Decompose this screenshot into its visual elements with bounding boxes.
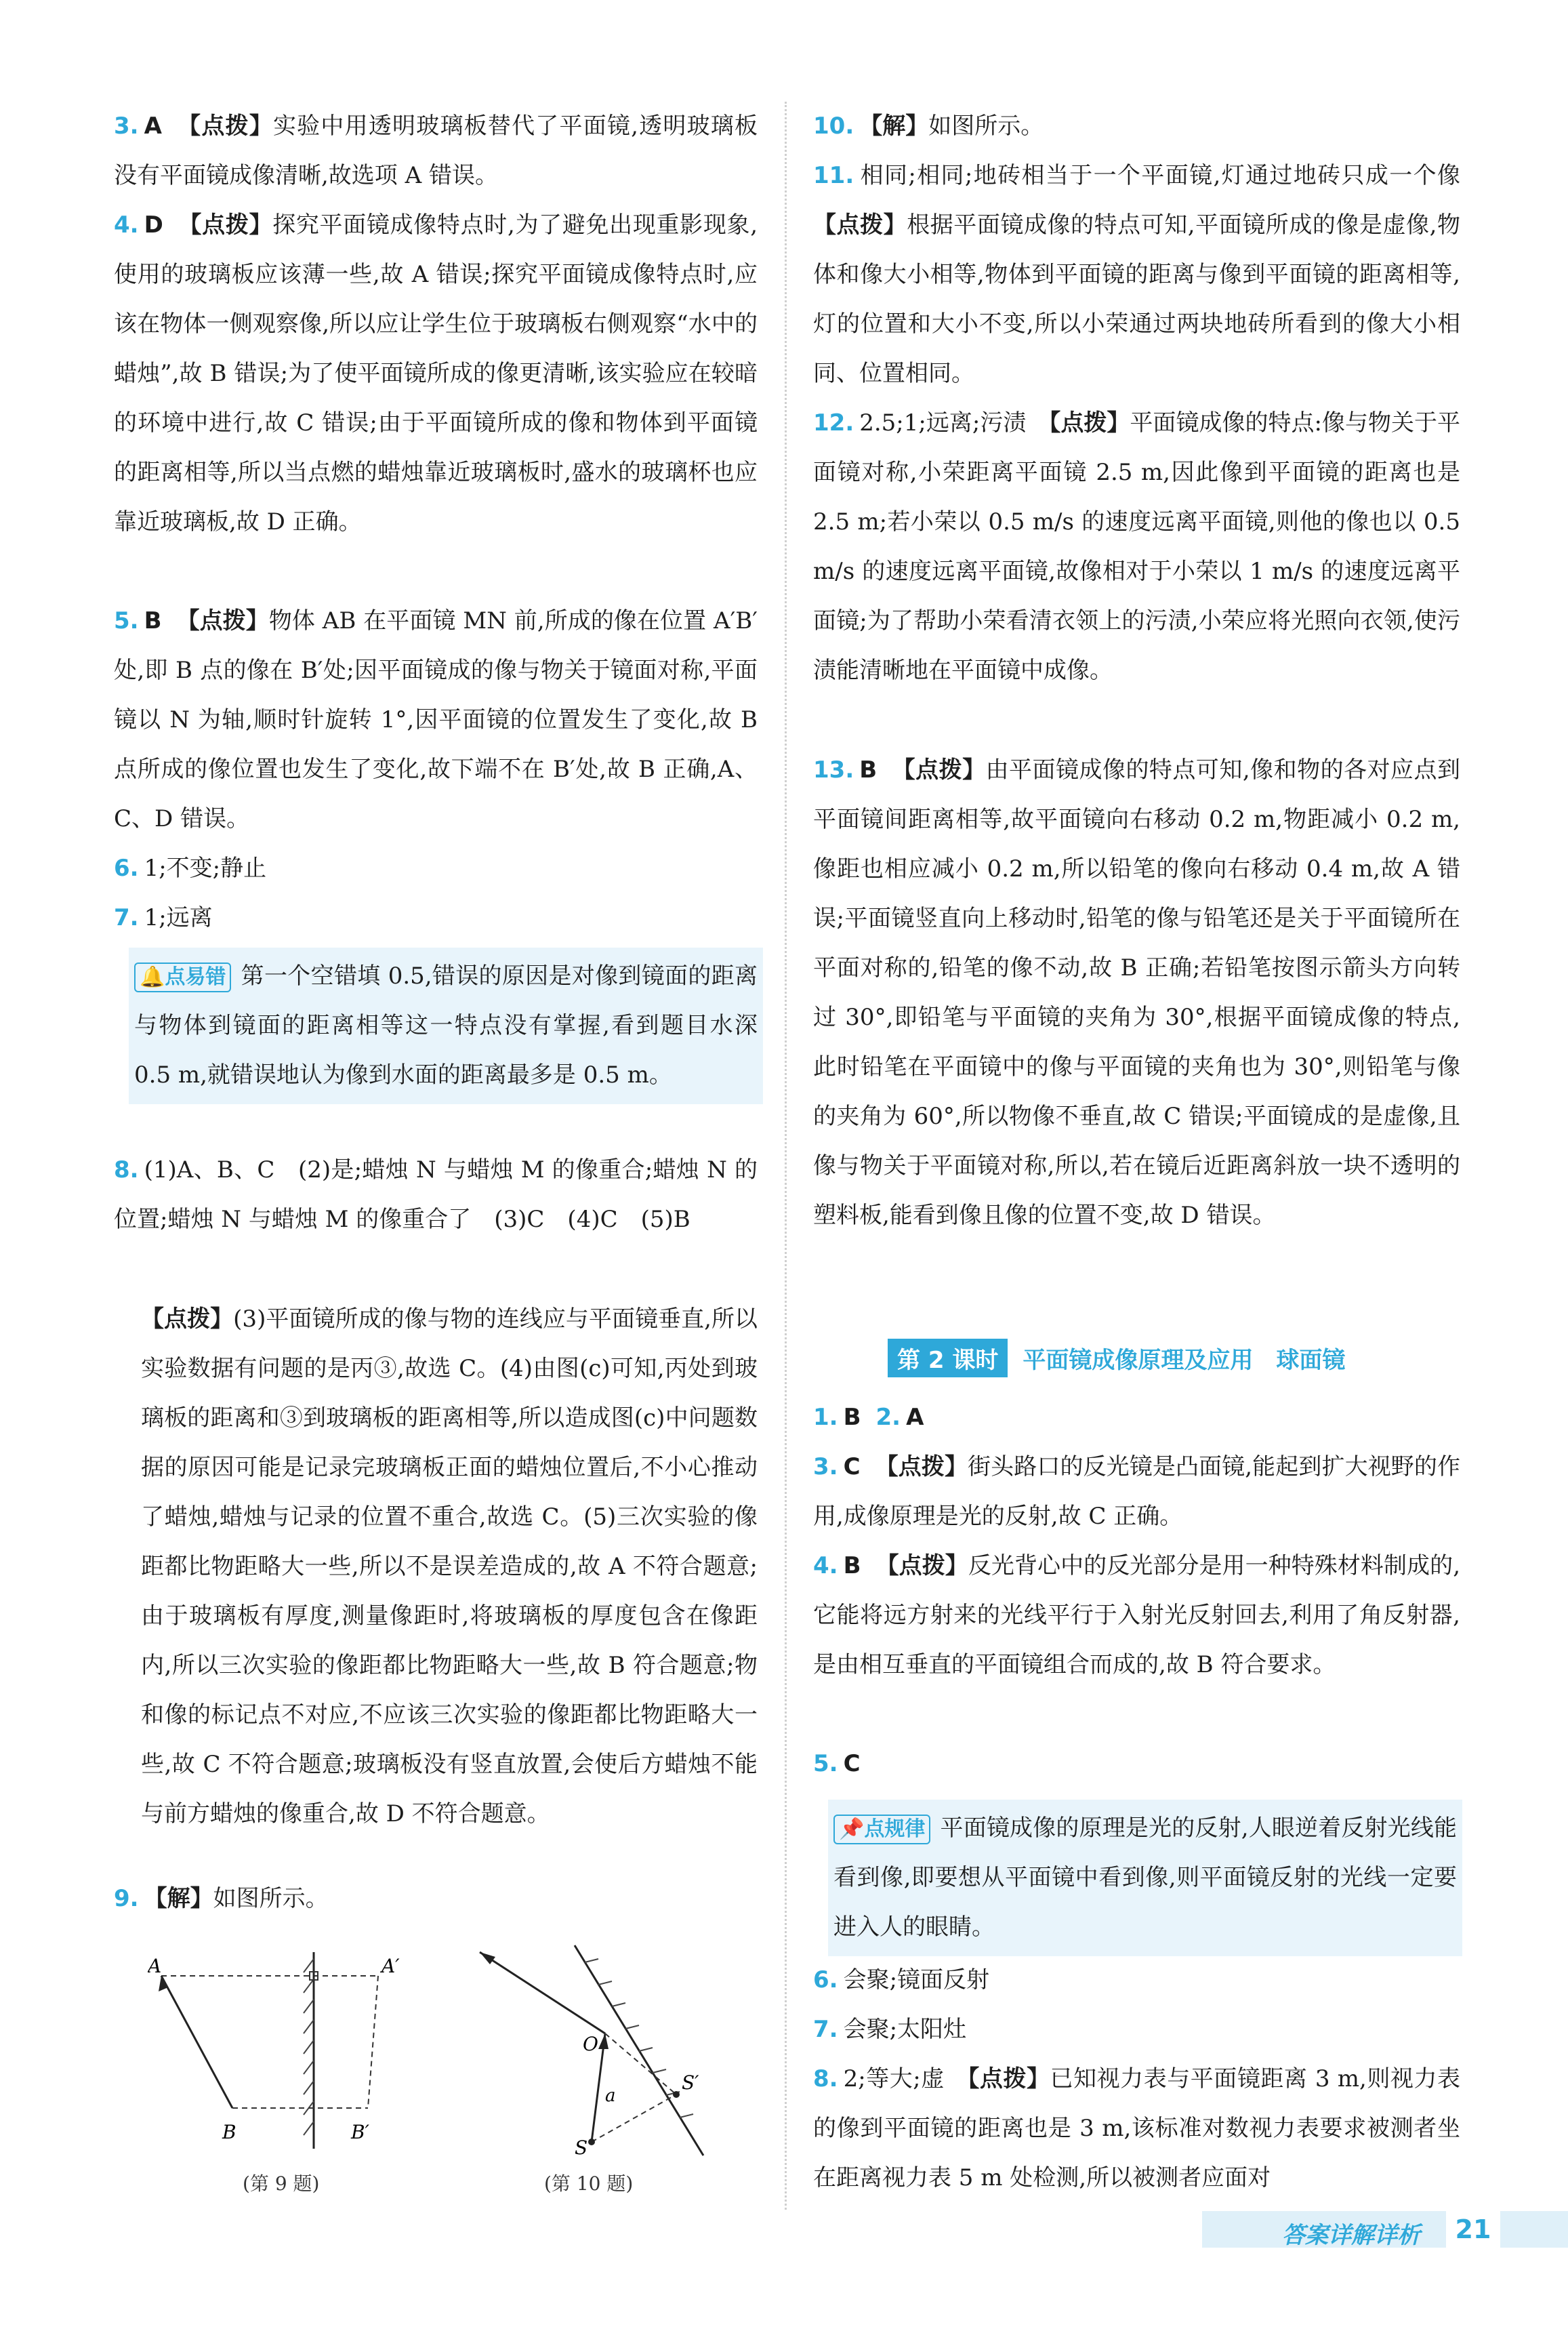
- question-number: 4.: [114, 211, 139, 239]
- answer-choice: B: [144, 607, 162, 634]
- fig10-point-s-prime: [673, 2091, 680, 2098]
- pin-icon: 📌: [839, 1817, 865, 1841]
- answer-choice: C: [843, 1750, 861, 1777]
- answer-7-lesson2: [813, 2005, 1460, 2054]
- error-note-text: 第一个空错填 0.5,错误的原因是对像到镜面的距离与物体到镜面的距离相等这一特点没有掌握,看到题目水深 0.5 m,就错误地认为像到水面的距离最多是 0.5 m。: [134, 963, 758, 1089]
- question-number: 5.: [114, 607, 139, 634]
- question-number: 7.: [813, 2016, 838, 2043]
- question-number: 12.: [813, 409, 854, 437]
- answer-text: (1)A、B、C (2)是;蜡烛 N 与蜡烛 M 的像重合;蜡烛 N 的位置;蜡烛 N 与蜡烛 M 的像重合了 (3)C (4)C (5)B: [114, 1156, 758, 1233]
- answer-10: [813, 102, 1460, 151]
- fig9-label-a: A: [148, 1955, 162, 1977]
- question-number: 5.: [813, 1750, 838, 1777]
- answer-4: [114, 201, 758, 547]
- fig9-object-ab: [161, 1976, 232, 2108]
- fig10-point-s: [588, 2139, 595, 2145]
- answer-text: 会聚;太阳灶: [843, 2016, 967, 2043]
- question-number: 1.: [813, 1404, 838, 1431]
- page-footer: [1202, 2211, 1568, 2248]
- question-number: 4.: [813, 1552, 838, 1579]
- fig9-label-b-prime: B′: [351, 2121, 369, 2143]
- fig9-image-ab: [368, 1976, 378, 2108]
- fig9-label-a-prime: A′: [381, 1955, 400, 1977]
- hint-tag: 【点拨】: [892, 756, 986, 784]
- question-number: 13.: [813, 756, 854, 784]
- fig10-label-o: O: [583, 2033, 598, 2055]
- figure-10-diagram: [473, 1939, 758, 2162]
- answer-choice: B: [859, 756, 878, 784]
- answer-text: 物体 AB 在平面镜 MN 前,所成的像在位置 A′B′处,即 B 点的像在 B′处;因平面镜成的像与物关于镜面对称,平面镜以 N 为轴,顺时针旋转 1°,因平面镜的位置发生了变化,故 B 点所成的像位置也发生了变化,故下端不在 B′处,故 B 正确,A、C、D 错误。: [114, 607, 758, 832]
- answer-detail: 根据平面镜成像的特点可知,平面镜所成的像是虚像,物体和像大小相等,物体到平面镜的距离与像到平面镜的距离相等,灯的位置和大小不变,所以小荣通过两块地砖所看到的像大小相同、位置相同。: [813, 211, 1460, 387]
- fig9-label-b: B: [222, 2121, 236, 2143]
- answer-3-lesson2: [813, 1442, 1460, 1541]
- figure-9-diagram: [148, 1939, 466, 2162]
- answer-text: 会聚;镜面反射: [843, 1966, 990, 1993]
- hint-tag: 【点拨】: [176, 113, 273, 140]
- question-number: 3.: [114, 113, 139, 140]
- answer-8-detail: [141, 1295, 758, 1839]
- bell-icon: 🔔: [140, 965, 165, 989]
- figure-9-caption: (第 9 题): [243, 2172, 320, 2195]
- answer-11: [813, 151, 1483, 399]
- lesson-header: [888, 1339, 1345, 1377]
- fig10-label-s-prime: S′: [682, 2071, 699, 2094]
- rule-note-label: 📌点规律: [833, 1815, 930, 1844]
- answer-text: 实验中用透明玻璃板替代了平面镜,透明玻璃板没有平面镜成像清晰,故选项 A 错误。: [114, 113, 758, 189]
- question-number: 6.: [813, 1966, 838, 1993]
- question-number: 8.: [813, 2065, 838, 2092]
- lesson-badge: 第 2 课时: [888, 1339, 1008, 1377]
- answer-12: [813, 399, 1460, 695]
- rule-note-box: [828, 1800, 1462, 1956]
- answer-choice: A: [906, 1404, 924, 1431]
- lesson-title: 平面镜成像原理及应用 球面镜: [1023, 1347, 1346, 1374]
- answer-text: 1;远离: [144, 904, 213, 931]
- answer-choice: C: [843, 1453, 861, 1480]
- fig10-label-s: S: [575, 2136, 588, 2159]
- hint-tag: 【点拨】: [176, 607, 269, 634]
- fig10-dashed-extension: [605, 2033, 676, 2094]
- question-number: 6.: [114, 855, 139, 882]
- figure-10-caption: (第 10 题): [544, 2172, 634, 2195]
- answer-13: [813, 746, 1460, 1240]
- question-number: 10.: [813, 113, 854, 140]
- answer-text: 2.5;1;远离;污渍: [859, 409, 1050, 437]
- hint-tag: 【点拨】: [968, 2065, 1050, 2092]
- question-number: 9.: [114, 1885, 139, 1912]
- solution-tag: 【解】: [859, 113, 929, 140]
- answer-6: [114, 844, 758, 893]
- hint-tag: 【点拨】: [875, 1552, 968, 1579]
- answer-6-lesson2: [813, 1956, 1460, 2005]
- answer-8-lesson2: [813, 2054, 1460, 2203]
- question-number: 7.: [114, 904, 139, 931]
- solution-tag: 【解】: [144, 1885, 213, 1912]
- hint-tag: 【点拨】: [875, 1453, 968, 1480]
- hint-tag: 【点拨】: [178, 211, 273, 239]
- answer-detail: 已知视力表与平面镜距离 3 m,则视力表的像到平面镜的距离也是 3 m,该标准对数视力表要求被测者坐在距离视力表 5 m 处检测,所以被测者应面对: [813, 2065, 1461, 2191]
- answer-7: [114, 893, 758, 943]
- hint-tag: 【点拨】: [1049, 409, 1130, 437]
- page-number: 21: [1446, 2211, 1500, 2248]
- hint-tag: 【点拨】: [813, 211, 907, 239]
- answer-text: 由平面镜成像的特点可知,像和物的各对应点到平面镜间距离相等,故平面镜向右移动 0.2 m,物距减小 0.2 m,像距也相应减小 0.2 m,所以铅笔的像向右移动 0.4 m,故 A 错误;平面镜竖直向上移动时,铅笔的像与铅笔还是关于平面镜所在平面对称的,铅笔的像不动,故 B 正确;若铅笔按图示箭头方向转过 30°,即铅笔与平面镜的夹角为 30°,根据平面镜成像的特点,此时铅笔在平面镜中的像与平面镜的夹角也为 30°,则铅笔与像的夹角为 60°,所以物像不垂直,故 C 错误;平面镜成的是虚像,且像与物关于平面镜对称,所以,若在镜后近距离斜放一块不透明的塑料板,能看到像且像的位置不变,故 D 错误。: [813, 756, 1460, 1229]
- question-number: 2.: [875, 1404, 901, 1431]
- answer-choice: B: [843, 1552, 861, 1579]
- answer-5: [114, 596, 758, 844]
- answer-text: 街头路口的反光镜是凸面镜,能起到扩大视野的作用,成像原理是光的反射,故 C 正确。: [813, 1453, 1460, 1530]
- fig10-label-alpha: a: [605, 2086, 616, 2106]
- question-number: 3.: [813, 1453, 838, 1480]
- error-note-label: 🔔点易错: [134, 963, 231, 992]
- answer-4-lesson2: [813, 1541, 1460, 1690]
- answer-detail: 平面镜成像的特点:像与物关于平面镜对称,小荣距离平面镜 2.5 m,因此像到平面镜的距离也是 2.5 m;若小荣以 0.5 m/s 的速度远离平面镜,则他的像也以 0.5 m/s 的速度远离平面镜,故像相对于小荣以 1 m/s 的速度远离平面镜;为了帮助小荣看清衣领上的污渍,小荣应将光照向衣领,使污渍能清晰地在平面镜中成像。: [813, 409, 1460, 684]
- answer-text: 如图所示。: [928, 113, 1044, 140]
- answer-text: 探究平面镜成像特点时,为了避免出现重影现象,使用的玻璃板应该薄一些,故 A 错误;探究平面镜成像特点时,应该在物体一侧观察像,所以应让学生位于玻璃板右侧观察“水中的蜡烛”,故 B 错误;为了使平面镜所成的像更清晰,该实验应在较暗的环境中进行,故 C 错误;由于平面镜所成的像和物体到平面镜的距离相等,所以当点燃的蜡烛靠近玻璃板时,盛水的玻璃杯也应靠近玻璃板,故 D 正确。: [114, 211, 758, 535]
- footer-label: 答案详解详析: [1282, 2222, 1420, 2249]
- fig10-dashed-ss: [592, 2094, 676, 2142]
- answer-5-lesson2: [813, 1739, 1460, 1789]
- rule-note-text: 平面镜成像的原理是光的反射,人眼逆着反射光线能看到像,即要想从平面镜中看到像,则平面镜反射的光线一定要进入人的眼睛。: [833, 1815, 1457, 1941]
- fig10-arrow-head-1: [480, 1952, 495, 1964]
- answer-choice: B: [843, 1404, 861, 1431]
- answer-choice: A: [144, 113, 162, 140]
- error-note-box: [129, 948, 763, 1104]
- answer-text: 2;等大;虚: [843, 2065, 968, 2092]
- column-divider: [785, 102, 787, 2210]
- hint-tag: 【点拨】: [141, 1305, 234, 1333]
- answer-9: [114, 1874, 758, 1924]
- answer-3: [114, 102, 758, 201]
- answer-text: 相同;相同;地砖相当于一个平面镜,灯通过地砖只成一个像: [859, 162, 1483, 189]
- answer-text: 如图所示。: [213, 1885, 329, 1912]
- question-number: 8.: [114, 1156, 139, 1183]
- answer-8: [114, 1146, 758, 1244]
- answer-text: 反光背心中的反光部分是用一种特殊材料制成的,它能将远方射来的光线平行于入射光反射回去,利用了角反射器,是由相互垂直的平面镜组合而成的,故 B 符合要求。: [813, 1552, 1460, 1678]
- answer-text: 1;不变;静止: [144, 855, 267, 882]
- answer-text: (3)平面镜所成的像与物的连线应与平面镜垂直,所以实验数据有问题的是丙③,故选 C。(4)由图(c)可知,丙处到玻璃板的距离和③到玻璃板的距离相等,所以造成图(c)中问题数据的原因可能是记录完玻璃板正面的蜡烛位置后,不小心推动了蜡烛,蜡烛与记录的位置不重合,故选 C。(5)三次实验的像距都比物距略大一些,所以不是误差造成的,故 A 不符合题意;由于玻璃板有厚度,测量像距时,将玻璃板的厚度包含在像距内,所以三次实验的像距都比物距略大一些,故 B 符合题意;物和像的标记点不对应,不应该三次实验的像距都比物距略大一些,故 C 不符合题意;玻璃板没有竖直放置,会使后方蜡烛不能与前方蜡烛的像重合,故 D 不符合题意。: [141, 1305, 758, 1827]
- answer-choice: D: [144, 211, 163, 239]
- answer-1-2: [813, 1393, 1460, 1442]
- question-number: 11.: [813, 162, 854, 189]
